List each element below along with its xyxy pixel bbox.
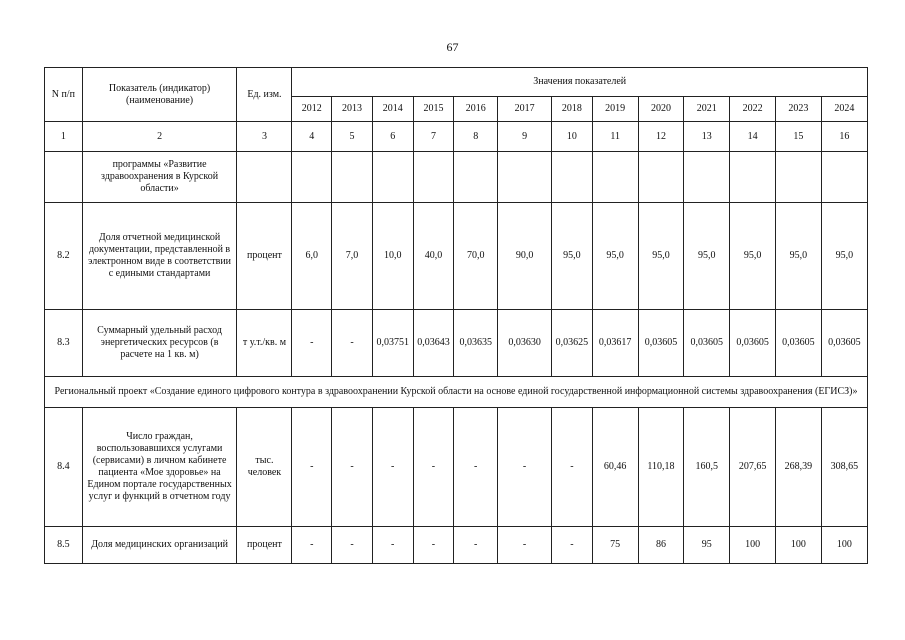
value-cell: 0,03635 — [454, 310, 498, 377]
row-unit: тыс. человек — [237, 408, 292, 527]
row-num — [45, 152, 83, 203]
value-cell — [684, 152, 730, 203]
value-cell: 40,0 — [413, 203, 454, 310]
regional-project-title: Региональный проект «Создание единого цифрового контура в здравоохранении Курской области на основе единой государственной информационной системы здравоохранения (ЕГИСЗ)» — [45, 377, 868, 408]
row-indicator: Доля отчетной медицинской документации, представленной в электронном виде в соответствии с едиными стандартами — [82, 203, 237, 310]
col-number: 5 — [332, 122, 373, 152]
value-cell — [454, 152, 498, 203]
value-cell — [372, 152, 413, 203]
value-cell — [821, 152, 867, 203]
year-cell: 2020 — [638, 97, 684, 122]
row-unit — [237, 152, 292, 203]
value-cell: - — [292, 527, 332, 564]
value-cell: 0,03605 — [730, 310, 776, 377]
value-cell: 0,03630 — [498, 310, 552, 377]
value-cell: 6,0 — [292, 203, 332, 310]
indicators-table — [44, 67, 868, 564]
row-indicator: Суммарный удельный расход энергетических ресурсов (в расчете на 1 кв. м) — [82, 310, 237, 377]
value-cell: 308,65 — [821, 408, 867, 527]
value-cell: 0,03605 — [638, 310, 684, 377]
value-cell: 100 — [776, 527, 822, 564]
value-cell: 95,0 — [684, 203, 730, 310]
table-row — [45, 203, 868, 310]
row-indicator: Число граждан, воспользовавшихся услугами (сервисами) в личном кабинете пациента «Мое здоровье» на Едином портале государственных услуг и функций в отчетном году — [82, 408, 237, 527]
header-row — [45, 68, 868, 97]
row-unit: процент — [237, 203, 292, 310]
value-cell: - — [372, 527, 413, 564]
value-cell: - — [332, 408, 373, 527]
value-cell: 7,0 — [332, 203, 373, 310]
row-indicator: Доля медицинских организаций — [82, 527, 237, 564]
year-cell: 2021 — [684, 97, 730, 122]
col-number: 8 — [454, 122, 498, 152]
year-cell: 2019 — [592, 97, 638, 122]
value-cell: 207,65 — [730, 408, 776, 527]
value-cell: 60,46 — [592, 408, 638, 527]
value-cell: - — [292, 408, 332, 527]
col-number: 1 — [45, 122, 83, 152]
value-cell: 268,39 — [776, 408, 822, 527]
value-cell: - — [292, 310, 332, 377]
value-cell: - — [552, 527, 593, 564]
value-cell: 0,03751 — [372, 310, 413, 377]
header-unit: Ед. изм. — [237, 68, 292, 122]
col-number: 4 — [292, 122, 332, 152]
value-cell — [498, 152, 552, 203]
value-cell: 90,0 — [498, 203, 552, 310]
value-cell: 10,0 — [372, 203, 413, 310]
value-cell: 0,03605 — [821, 310, 867, 377]
col-number: 16 — [821, 122, 867, 152]
row-unit: т у.т./кв. м — [237, 310, 292, 377]
col-number: 10 — [552, 122, 593, 152]
col-number: 14 — [730, 122, 776, 152]
year-cell: 2024 — [821, 97, 867, 122]
value-cell — [292, 152, 332, 203]
value-cell — [638, 152, 684, 203]
page-number: 67 — [446, 40, 459, 54]
value-cell — [730, 152, 776, 203]
year-cell: 2014 — [372, 97, 413, 122]
value-cell: 0,03643 — [413, 310, 454, 377]
value-cell: 95,0 — [776, 203, 822, 310]
value-cell: 0,03605 — [776, 310, 822, 377]
value-cell: 0,03625 — [552, 310, 593, 377]
value-cell: 160,5 — [684, 408, 730, 527]
column-numbers-row — [45, 122, 868, 152]
year-cell: 2017 — [498, 97, 552, 122]
regional-project-row — [45, 377, 868, 408]
year-cell: 2015 — [413, 97, 454, 122]
value-cell: - — [413, 408, 454, 527]
header-num: N п/п — [45, 68, 83, 122]
col-number: 3 — [237, 122, 292, 152]
value-cell: 95,0 — [552, 203, 593, 310]
table-row — [45, 527, 868, 564]
value-cell: - — [372, 408, 413, 527]
value-cell: - — [413, 527, 454, 564]
value-cell: - — [332, 310, 373, 377]
value-cell — [776, 152, 822, 203]
value-cell — [332, 152, 373, 203]
value-cell: 75 — [592, 527, 638, 564]
value-cell: - — [498, 527, 552, 564]
value-cell: 95 — [684, 527, 730, 564]
year-cell: 2013 — [332, 97, 373, 122]
header-indicator: Показатель (индикатор) (наименование) — [82, 68, 237, 122]
row-num: 8.3 — [45, 310, 83, 377]
value-cell: 95,0 — [638, 203, 684, 310]
table-row — [45, 408, 868, 527]
table-row — [45, 152, 868, 203]
value-cell: 95,0 — [730, 203, 776, 310]
value-cell: - — [498, 408, 552, 527]
col-number: 11 — [592, 122, 638, 152]
col-number: 13 — [684, 122, 730, 152]
row-num: 8.4 — [45, 408, 83, 527]
table-row — [45, 310, 868, 377]
header-values: Значения показателей — [292, 68, 868, 97]
value-cell — [552, 152, 593, 203]
value-cell: - — [454, 527, 498, 564]
col-number: 9 — [498, 122, 552, 152]
value-cell: 0,03617 — [592, 310, 638, 377]
year-cell: 2012 — [292, 97, 332, 122]
value-cell: 0,03605 — [684, 310, 730, 377]
value-cell: - — [332, 527, 373, 564]
value-cell: 86 — [638, 527, 684, 564]
value-cell: 95,0 — [821, 203, 867, 310]
value-cell: 100 — [821, 527, 867, 564]
col-number: 2 — [82, 122, 237, 152]
year-cell: 2023 — [776, 97, 822, 122]
value-cell: - — [552, 408, 593, 527]
value-cell: 70,0 — [454, 203, 498, 310]
row-unit: процент — [237, 527, 292, 564]
col-number: 7 — [413, 122, 454, 152]
value-cell — [592, 152, 638, 203]
row-num: 8.5 — [45, 527, 83, 564]
row-num: 8.2 — [45, 203, 83, 310]
value-cell: 110,18 — [638, 408, 684, 527]
year-cell: 2016 — [454, 97, 498, 122]
col-number: 15 — [776, 122, 822, 152]
year-cell: 2018 — [552, 97, 593, 122]
value-cell: - — [454, 408, 498, 527]
value-cell: 95,0 — [592, 203, 638, 310]
col-number: 6 — [372, 122, 413, 152]
col-number: 12 — [638, 122, 684, 152]
row-indicator: программы «Развитие здравоохранения в Курской области» — [82, 152, 237, 203]
value-cell: 100 — [730, 527, 776, 564]
year-cell: 2022 — [730, 97, 776, 122]
value-cell — [413, 152, 454, 203]
